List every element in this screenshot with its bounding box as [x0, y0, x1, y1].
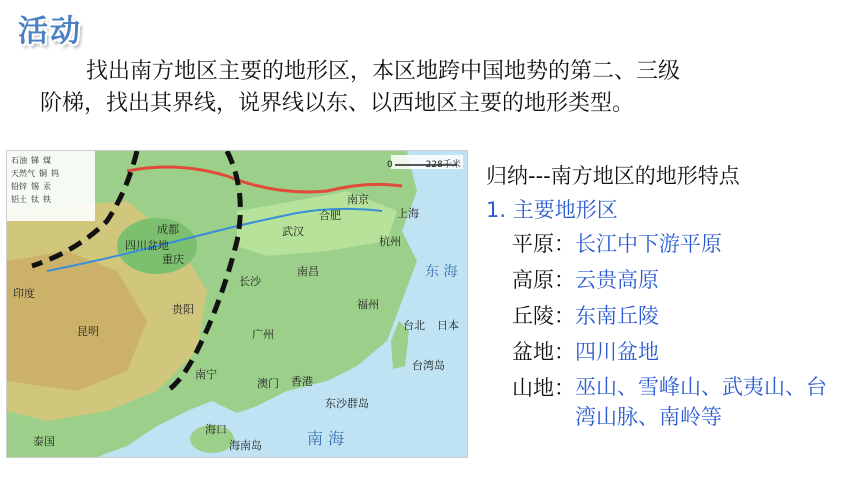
label-taiwan: 台湾岛 [412, 359, 445, 372]
row-key: 丘陵： [512, 304, 575, 328]
label-sichuan: 四川盆地 [125, 239, 169, 252]
map-scale [387, 157, 461, 170]
label-guangzhou: 广州 [252, 328, 274, 341]
legend-item: 铜 [39, 169, 47, 178]
label-riben: 日本 [437, 319, 459, 332]
row-value: 东南丘陵 [575, 304, 659, 328]
terrain-row-basin [512, 336, 856, 372]
row-key: 平原： [512, 232, 575, 256]
activity-badge: 活动 [18, 14, 82, 49]
label-hainan: 海南岛 [229, 439, 262, 452]
southern-china-terrain-map [6, 150, 468, 458]
legend-item: 铅锌 [11, 182, 27, 191]
legend-row [11, 168, 91, 181]
map-legend [11, 155, 91, 207]
legend-item: 钨 [51, 169, 59, 178]
label-nanhai: 南 海 [307, 429, 345, 448]
row-value: 四川盆地 [575, 340, 659, 364]
legend-item: 锡 [31, 182, 39, 191]
legend-item: 石油 [11, 156, 27, 165]
legend-item: 铁 [43, 195, 51, 204]
scale-label: 228千米 [425, 160, 461, 170]
terrain-row-plateau [512, 264, 856, 300]
row-value: 长江中下游平原 [575, 232, 722, 256]
label-fuzhou: 福州 [357, 298, 379, 311]
row-value: 巫山、雪峰山、武夷山、台湾山脉、南岭等 [575, 375, 827, 429]
legend-item: 锑 [31, 156, 39, 165]
legend-row [11, 194, 91, 207]
label-yindu: 印度 [13, 287, 35, 300]
terrain-row-hills [512, 300, 856, 336]
label-hefei: 合肥 [319, 209, 341, 222]
label-dongsha: 东沙群岛 [325, 397, 369, 410]
label-haikou: 海口 [205, 423, 227, 436]
label-xianggang: 香港 [291, 375, 313, 388]
summary-panel [486, 160, 856, 436]
label-kunming: 昆明 [77, 325, 99, 338]
legend-row [11, 155, 91, 168]
label-nanjing: 南京 [347, 193, 369, 206]
label-guiyang: 贵阳 [172, 303, 194, 316]
label-chongqing: 重庆 [162, 253, 184, 266]
legend-item: 天然气 [11, 169, 35, 178]
label-nanning: 南宁 [195, 368, 217, 381]
label-aomen: 澳门 [257, 377, 279, 390]
terrain-row-mountain [512, 372, 856, 436]
row-key: 山地： [512, 376, 575, 400]
intro-line-2: 阶梯，找出其界线，说界线以东、以西地区主要的地形类型。 [40, 91, 635, 116]
legend-item: 汞 [43, 182, 51, 191]
label-wuhan: 武汉 [282, 225, 304, 238]
summary-title: 归纳---南方地区的地形特点 [486, 164, 740, 188]
row-value: 云贵高原 [575, 268, 659, 292]
label-nanchang: 南昌 [297, 265, 319, 278]
scale-zero: 0 [387, 160, 393, 170]
intro-paragraph [40, 56, 800, 120]
row-key: 盆地： [512, 340, 575, 364]
label-taiguo: 泰国 [33, 435, 55, 448]
label-taibei: 台北 [403, 319, 425, 332]
label-changsha: 长沙 [239, 275, 261, 288]
row-key: 高原： [512, 268, 575, 292]
terrain-row-plain [512, 228, 856, 264]
legend-item: 铝土 [11, 195, 27, 204]
label-chengdu: 成都 [157, 223, 179, 236]
legend-item: 钛 [31, 195, 39, 204]
intro-line-1: 找出南方地区主要的地形区，本区地跨中国地势的第二、三级 [86, 59, 681, 84]
legend-row [11, 181, 91, 194]
label-hangzhou: 杭州 [379, 235, 401, 248]
label-donghai: 东 海 [425, 264, 458, 280]
legend-item: 煤 [43, 156, 51, 165]
label-shanghai: 上海 [397, 207, 419, 220]
summary-subtitle: 1. 主要地形区 [486, 198, 618, 222]
